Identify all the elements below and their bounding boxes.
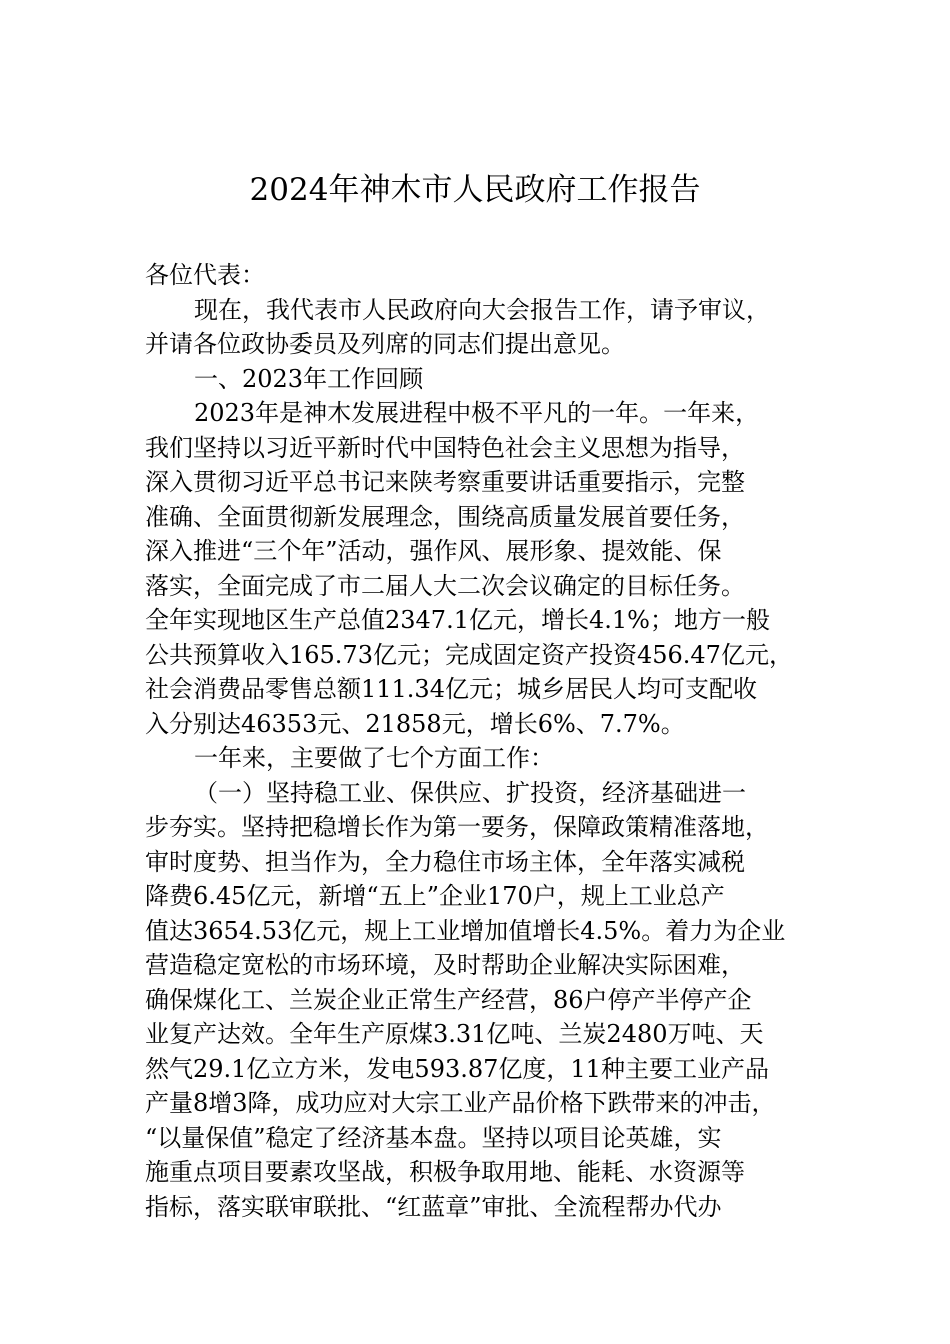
paragraph-line: 并请各位政协委员及列席的同志们提出意见。	[145, 330, 625, 358]
paragraph-line: 准确、全面贯彻新发展理念，围绕高质量发展首要任务，	[145, 503, 745, 531]
paragraph-line: 一年来，主要做了七个方面工作：	[194, 744, 554, 772]
salutation: 各位代表：	[145, 261, 265, 289]
section-heading: 一、2023年工作回顾	[194, 365, 424, 393]
paragraph-line: 全年实现地区生产总值2347.1亿元，增长4.1%；地方一般	[145, 606, 770, 634]
paragraph-line: 产量8增3降，成功应对大宗工业产品价格下跌带来的冲击，	[145, 1089, 776, 1117]
paragraph-line: 深入推进“三个年”活动，强作风、展形象、提效能、保	[145, 537, 722, 565]
paragraph-line: 我们坚持以习近平新时代中国特色社会主义思想为指导，	[145, 434, 745, 462]
paragraph-line: 2023年是神木发展进程中极不平凡的一年。一年来，	[194, 399, 760, 427]
document-title: 2024年神木市人民政府工作报告	[249, 172, 701, 208]
subsection-heading: （一）坚持稳工业、保供应、扩投资，经济基础进一	[194, 779, 746, 807]
paragraph-line: 施重点项目要素攻坚战，积极争取用地、能耗、水资源等	[145, 1158, 745, 1186]
paragraph-line: 指标，落实联审联批、“红蓝章”审批、全流程帮办代办	[145, 1193, 722, 1221]
paragraph-line: 降费6.45亿元，新增“五上”企业170户，规上工业总产	[145, 882, 725, 910]
paragraph-line: 确保煤化工、兰炭企业正常生产经营，86户停产半停产企	[145, 986, 752, 1014]
paragraph-line: 社会消费品零售总额111.34亿元；城乡居民人均可支配收	[145, 675, 757, 703]
paragraph-line: 现在，我代表市人民政府向大会报告工作，请予审议，	[194, 296, 770, 324]
paragraph-line: “以量保值”稳定了经济基本盘。坚持以项目论英雄，实	[145, 1124, 722, 1152]
paragraph-line: 营造稳定宽松的市场环境，及时帮助企业解决实际困难，	[145, 951, 745, 979]
paragraph-line: 步夯实。坚持把稳增长作为第一要务，保障政策精准落地，	[145, 813, 769, 841]
paragraph-line: 然气29.1亿立方米，发电593.87亿度，11种主要工业产品	[145, 1055, 769, 1083]
paragraph-line: 入分别达46353元、21858元，增长6%、7.7%。	[145, 710, 685, 738]
paragraph-line: 落实，全面完成了市二届人大二次会议确定的目标任务。	[145, 572, 745, 600]
paragraph-line: 公共预算收入165.73亿元；完成固定资产投资456.47亿元，	[145, 641, 793, 669]
paragraph-line: 值达3654.53亿元，规上工业增加值增长4.5%。着力为企业	[145, 917, 786, 945]
paragraph-line: 深入贯彻习近平总书记来陕考察重要讲话重要指示，完整	[145, 468, 745, 496]
paragraph-line: 审时度势、担当作为，全力稳住市场主体，全年落实减税	[145, 848, 745, 876]
paragraph-line: 业复产达效。全年生产原煤3.31亿吨、兰炭2480万吨、天	[145, 1020, 764, 1048]
